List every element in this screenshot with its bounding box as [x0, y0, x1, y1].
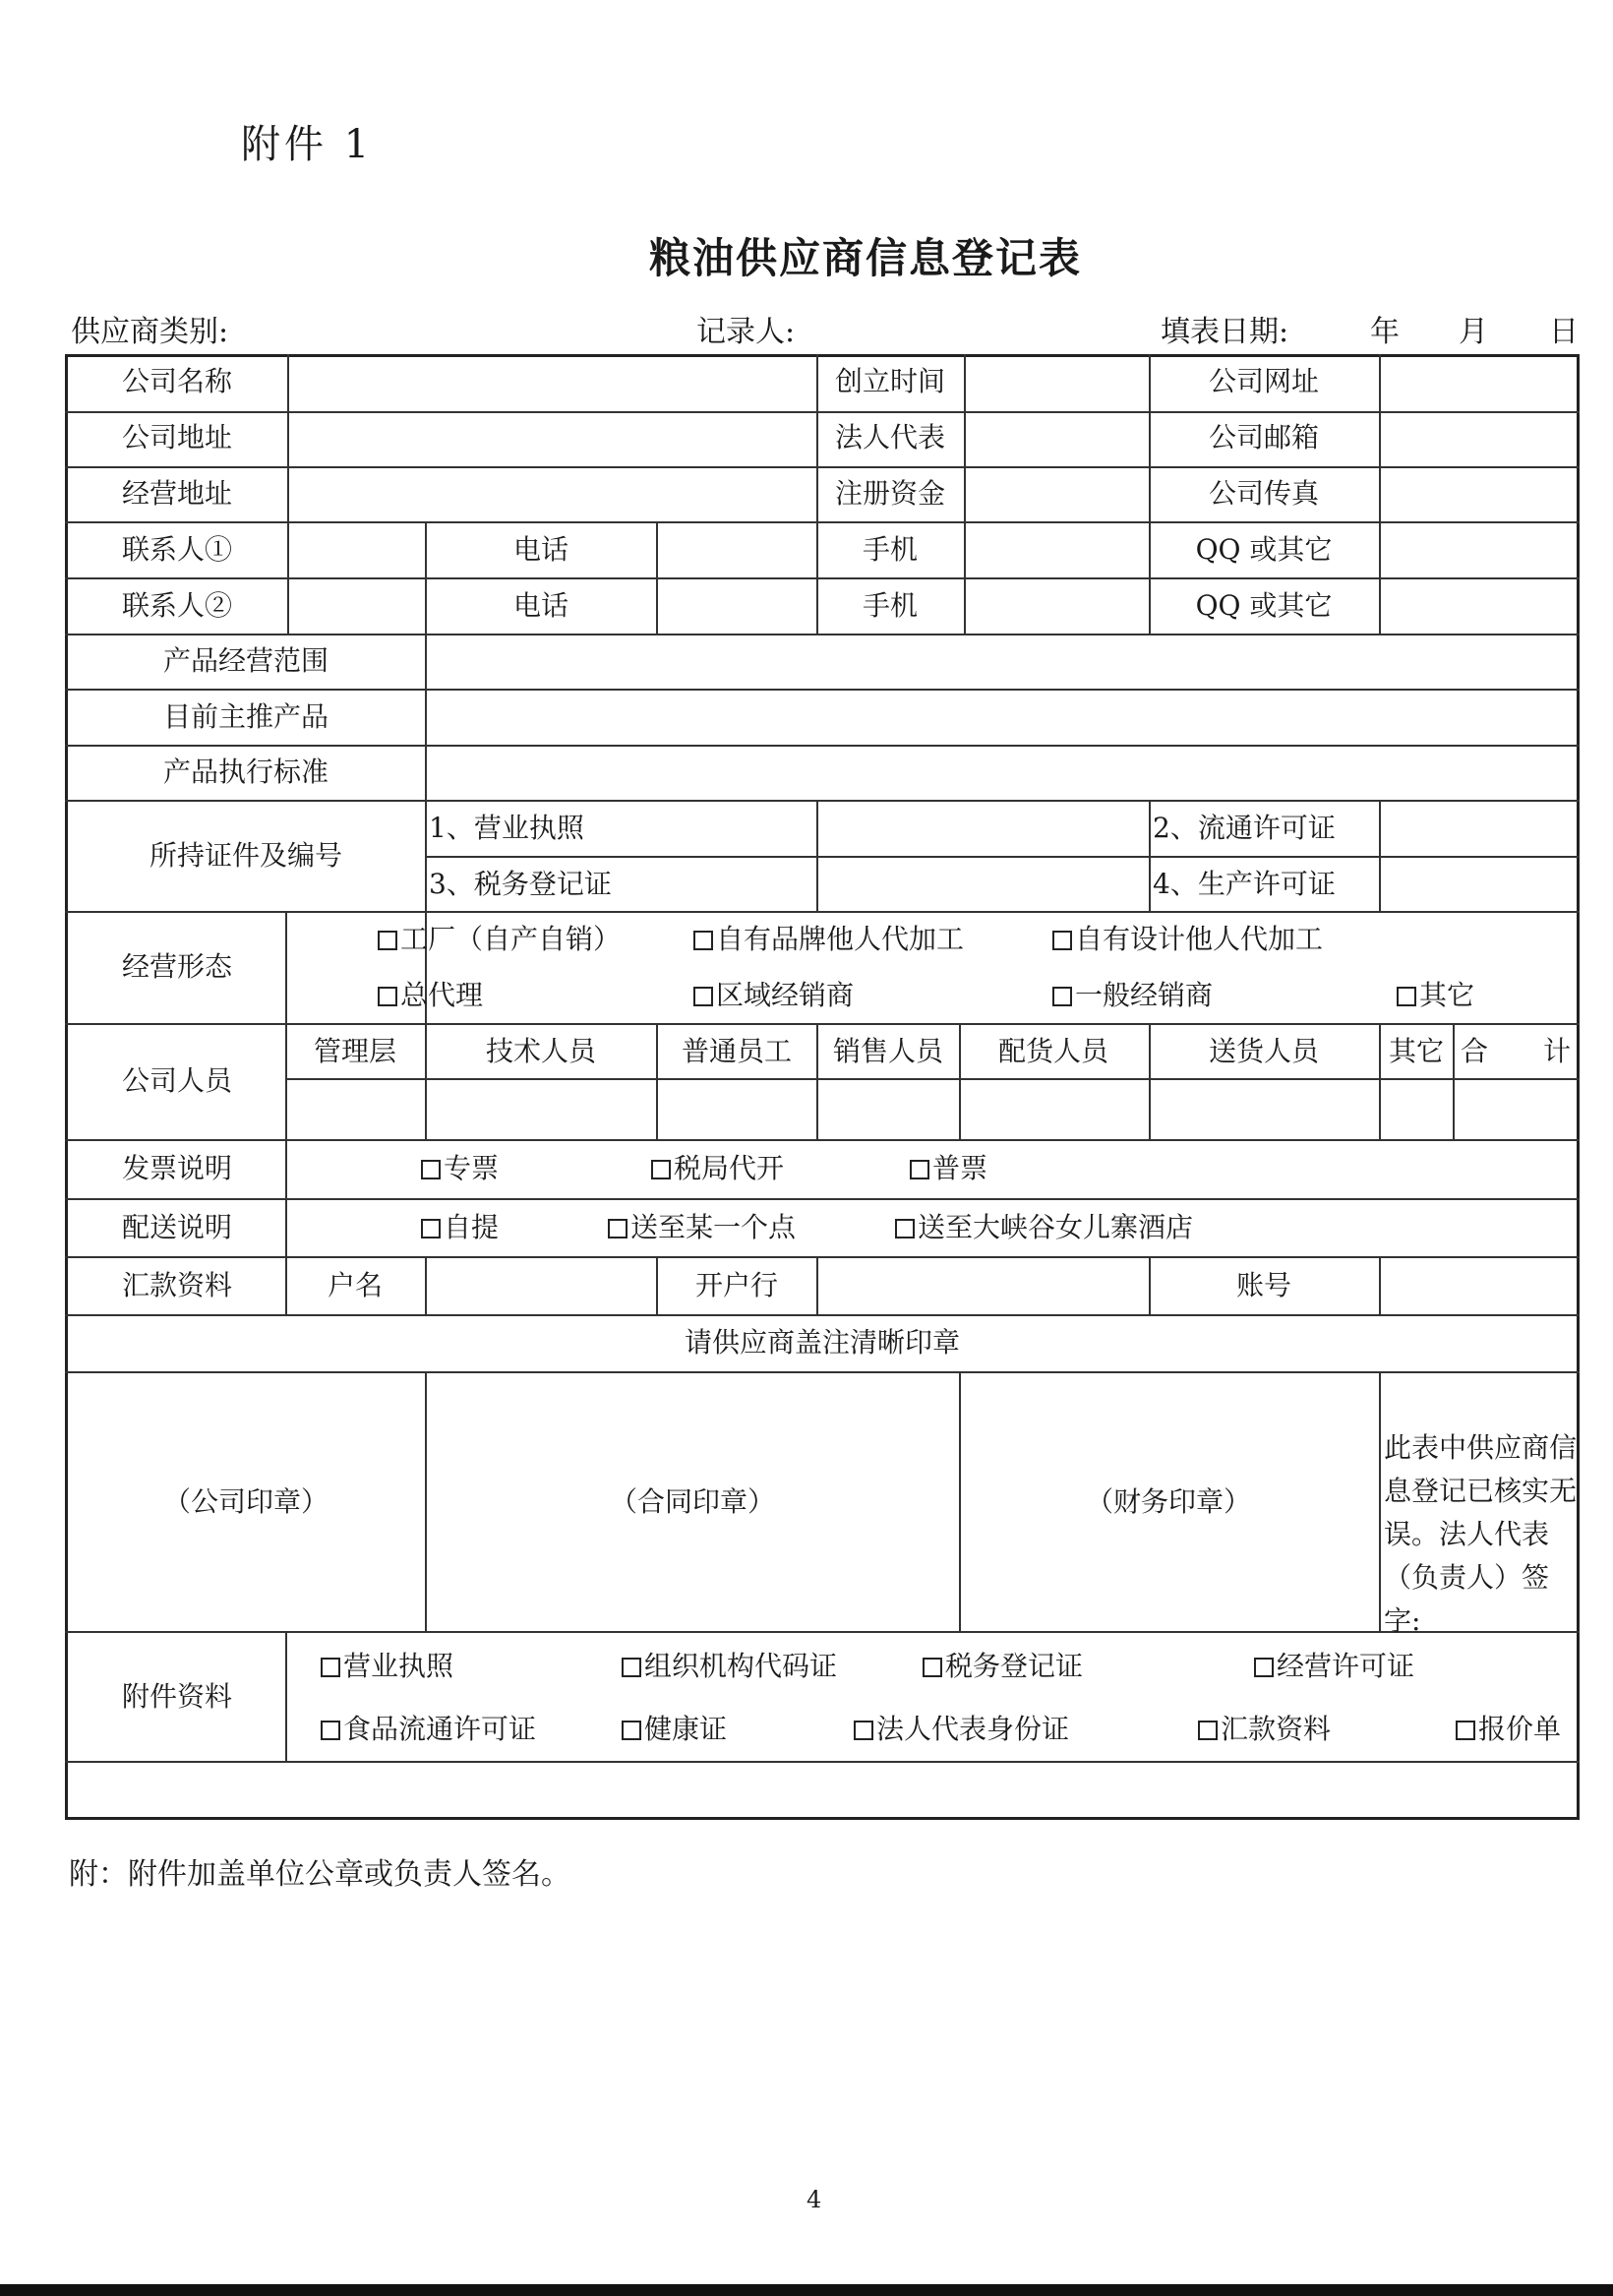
staff-header-picking: 配货人员: [997, 1035, 1109, 1067]
grid-line: [656, 1023, 658, 1139]
form-option-regional-dealer[interactable]: [693, 979, 855, 1011]
fax-label: 公司传真: [1208, 477, 1320, 510]
contact1-qq-label: QQ 或其它: [1195, 533, 1333, 566]
grid-line: [65, 411, 1580, 413]
website-label: 公司网址: [1208, 365, 1320, 397]
invoice-option-regular[interactable]: [910, 1152, 988, 1184]
staff-header-technical: 技术人员: [485, 1035, 597, 1067]
account-number-label: 账号: [1235, 1269, 1292, 1301]
business-form-label: 经营形态: [121, 950, 233, 983]
option-label: 一般经销商: [1075, 979, 1214, 1011]
footnote: 附：附件加盖单位公章或负责人签名。: [69, 1857, 570, 1892]
attach-option-org-code[interactable]: [622, 1650, 838, 1682]
staff-header-sales: 销售人员: [832, 1035, 944, 1067]
grid-line: [65, 1631, 1580, 1633]
grid-line: [65, 577, 1580, 579]
grid-line: [285, 911, 287, 1139]
grid-line: [1379, 1256, 1381, 1314]
form-option-general-dealer[interactable]: [1052, 979, 1214, 1011]
option-label: 专票: [444, 1152, 500, 1184]
grid-line: [285, 1139, 287, 1314]
option-label: 送至某一个点: [630, 1211, 797, 1243]
checkbox-icon[interactable]: [1397, 987, 1416, 1006]
seal-contract: （合同印章）: [609, 1485, 776, 1518]
scan-bottom-edge: [0, 2284, 1613, 2296]
option-label: 经营许可证: [1277, 1650, 1415, 1682]
checkbox-icon[interactable]: [1052, 931, 1072, 950]
company-name-label: 公司名称: [121, 365, 233, 397]
grid-line: [285, 1631, 287, 1761]
grid-line: [65, 1256, 1580, 1258]
option-label: 自提: [444, 1211, 500, 1243]
option-label: 税局代开: [674, 1152, 785, 1184]
main-products-label: 目前主推产品: [162, 700, 329, 733]
checkbox-icon[interactable]: [321, 1721, 340, 1740]
grid-line: [65, 634, 1580, 635]
grid-line: [1379, 354, 1381, 634]
grid-line: [65, 1761, 1580, 1763]
product-scope-label: 产品经营范围: [162, 644, 329, 677]
form-option-general-agent[interactable]: [378, 979, 484, 1011]
page-number: 4: [806, 2186, 822, 2213]
business-address-label: 经营地址: [121, 477, 233, 510]
remittance-label: 汇款资料: [121, 1269, 233, 1301]
checkbox-icon[interactable]: [622, 1721, 641, 1740]
option-label: 营业执照: [343, 1650, 454, 1682]
account-name-label: 户名: [327, 1269, 384, 1301]
verification-note: 此表中供应商信息登记已核实无误。法人代表（负责人）签字:: [1384, 1431, 1578, 1637]
checkbox-icon[interactable]: [1456, 1721, 1475, 1740]
grid-line: [816, 1023, 818, 1139]
capital-label: 注册资金: [834, 477, 946, 510]
date-month: 月: [1459, 315, 1488, 349]
grid-line: [1379, 1023, 1381, 1139]
contact1-mobile-label: 手机: [862, 533, 919, 566]
grid-line: [959, 1023, 961, 1139]
attach-option-food-permit[interactable]: [321, 1713, 537, 1745]
grid-line: [964, 354, 966, 634]
grid-line: [1149, 1023, 1151, 1139]
option-label: 报价单: [1478, 1713, 1562, 1745]
grid-line: [656, 521, 658, 634]
form-option-other[interactable]: [1397, 979, 1475, 1011]
attach-option-tax-registration[interactable]: [923, 1650, 1084, 1682]
option-label: 自有设计他人代加工: [1075, 923, 1324, 955]
seal-company: （公司印章）: [162, 1485, 329, 1518]
grid-line: [816, 354, 818, 634]
contact1-phone-label: 电话: [512, 533, 569, 566]
grid-line: [1149, 354, 1151, 634]
form-option-factory[interactable]: [378, 923, 622, 955]
certificates-label: 所持证件及编号: [149, 839, 343, 872]
grid-line: [287, 354, 289, 634]
checkbox-icon[interactable]: [693, 931, 713, 950]
cert-circulation-permit: 2、流通许可证: [1153, 812, 1336, 844]
legal-rep-label: 法人代表: [834, 421, 946, 453]
delivery-option-hotel[interactable]: [895, 1211, 1194, 1243]
delivery-option-point[interactable]: [608, 1211, 797, 1243]
checkbox-icon[interactable]: [854, 1721, 873, 1740]
grid-line: [425, 521, 427, 634]
company-address-label: 公司地址: [121, 421, 233, 453]
attach-option-business-permit[interactable]: [1254, 1650, 1415, 1682]
grid-line: [816, 800, 818, 911]
attachment-label: 附件 1: [241, 122, 374, 167]
checkbox-icon[interactable]: [910, 1160, 929, 1179]
staff-label: 公司人员: [121, 1064, 233, 1097]
date-day: 日: [1549, 315, 1579, 349]
checkbox-icon[interactable]: [693, 987, 713, 1006]
attach-option-health-cert[interactable]: [622, 1713, 728, 1745]
checkbox-icon[interactable]: [608, 1219, 627, 1239]
staff-header-total: 合 计: [1460, 1035, 1572, 1067]
checkbox-icon[interactable]: [1198, 1721, 1218, 1740]
grid-line: [65, 1023, 1580, 1025]
grid-line: [425, 1023, 427, 1139]
date-year: 年: [1370, 315, 1400, 349]
attach-option-legal-id[interactable]: [854, 1713, 1070, 1745]
form-option-own-design[interactable]: [1052, 923, 1324, 955]
option-label: 健康证: [644, 1713, 728, 1745]
option-label: 其它: [1419, 979, 1475, 1011]
contact2-mobile-label: 手机: [862, 589, 919, 622]
cert-business-license: 1、营业执照: [429, 812, 584, 844]
option-label: 法人代表身份证: [876, 1713, 1070, 1745]
option-label: 送至大峡谷女儿寨酒店: [918, 1211, 1194, 1243]
grid-line: [1149, 1256, 1151, 1314]
grid-line: [425, 1256, 427, 1314]
grid-line: [1149, 800, 1151, 911]
recorder-label: 记录人:: [696, 315, 796, 349]
invoice-label: 发票说明: [121, 1152, 233, 1184]
checkbox-icon[interactable]: [421, 1219, 441, 1239]
staff-header-general: 普通员工: [681, 1035, 793, 1067]
cert-production-permit: 4、生产许可证: [1153, 868, 1336, 900]
checkbox-icon[interactable]: [895, 1219, 915, 1239]
standard-label: 产品执行标准: [162, 755, 329, 788]
checkbox-icon[interactable]: [1052, 987, 1072, 1006]
contact1-label: 联系人①: [121, 533, 233, 566]
contact2-phone-label: 电话: [512, 589, 569, 622]
grid-line: [65, 800, 1580, 802]
option-label: 组织机构代码证: [644, 1650, 838, 1682]
delivery-option-pickup[interactable]: [421, 1211, 500, 1243]
form-frame: [65, 354, 1580, 1820]
grid-line: [285, 1078, 1580, 1080]
seal-finance: （财务印章）: [1085, 1485, 1252, 1518]
attach-option-quotation[interactable]: [1456, 1713, 1562, 1745]
grid-line: [959, 1371, 961, 1631]
invoice-option-tax-bureau[interactable]: [651, 1152, 785, 1184]
option-label: 税务登记证: [945, 1650, 1084, 1682]
staff-header-other: 其它: [1388, 1035, 1445, 1067]
attach-option-business-license[interactable]: [321, 1650, 454, 1682]
grid-line: [1379, 1371, 1381, 1631]
bank-label: 开户行: [694, 1269, 779, 1301]
grid-line: [1379, 800, 1381, 911]
option-label: 区域经销商: [716, 979, 855, 1011]
option-label: 总代理: [400, 979, 484, 1011]
grid-line: [65, 689, 1580, 691]
date-label: 填表日期:: [1161, 315, 1289, 349]
grid-line: [65, 911, 1580, 913]
grid-line: [65, 1314, 1580, 1316]
option-label: 汇款资料: [1221, 1713, 1332, 1745]
option-label: 自有品牌他人代加工: [716, 923, 965, 955]
form-title: 粮油供应商信息登记表: [648, 234, 1082, 282]
delivery-label: 配送说明: [121, 1211, 233, 1243]
contact2-qq-label: QQ 或其它: [1195, 589, 1333, 622]
checkbox-icon[interactable]: [321, 1658, 340, 1677]
grid-line: [65, 745, 1580, 747]
option-label: 普票: [932, 1152, 988, 1184]
grid-line: [65, 521, 1580, 523]
founded-label: 创立时间: [834, 365, 946, 397]
grid-line: [425, 856, 1580, 858]
grid-line: [65, 1198, 1580, 1200]
grid-line: [1453, 1023, 1455, 1139]
contact2-label: 联系人②: [121, 589, 233, 622]
invoice-option-special[interactable]: [421, 1152, 500, 1184]
grid-line: [425, 1371, 427, 1631]
attach-option-remittance[interactable]: [1198, 1713, 1332, 1745]
checkbox-icon[interactable]: [378, 987, 397, 1006]
checkbox-icon[interactable]: [421, 1160, 441, 1179]
staff-header-management: 管理层: [313, 1035, 397, 1067]
grid-line: [656, 1256, 658, 1314]
checkbox-icon[interactable]: [923, 1658, 942, 1677]
cert-tax-registration: 3、税务登记证: [429, 868, 612, 900]
option-label: 工厂（自产自销）: [400, 923, 622, 955]
grid-line: [65, 466, 1580, 468]
attachments-label: 附件资料: [121, 1680, 233, 1713]
option-label: 食品流通许可证: [343, 1713, 537, 1745]
checkbox-icon[interactable]: [378, 931, 397, 950]
grid-line: [816, 1256, 818, 1314]
seal-prompt: 请供应商盖注清晰印章: [684, 1326, 961, 1359]
grid-line: [65, 1139, 1580, 1141]
grid-line: [425, 634, 427, 1023]
checkbox-icon[interactable]: [1254, 1658, 1274, 1677]
staff-header-delivery: 送货人员: [1208, 1035, 1320, 1067]
email-label: 公司邮箱: [1208, 421, 1320, 453]
checkbox-icon[interactable]: [622, 1658, 641, 1677]
checkbox-icon[interactable]: [651, 1160, 671, 1179]
supplier-type-label: 供应商类别:: [71, 315, 229, 349]
form-option-own-brand[interactable]: [693, 923, 965, 955]
grid-line: [65, 1371, 1580, 1373]
